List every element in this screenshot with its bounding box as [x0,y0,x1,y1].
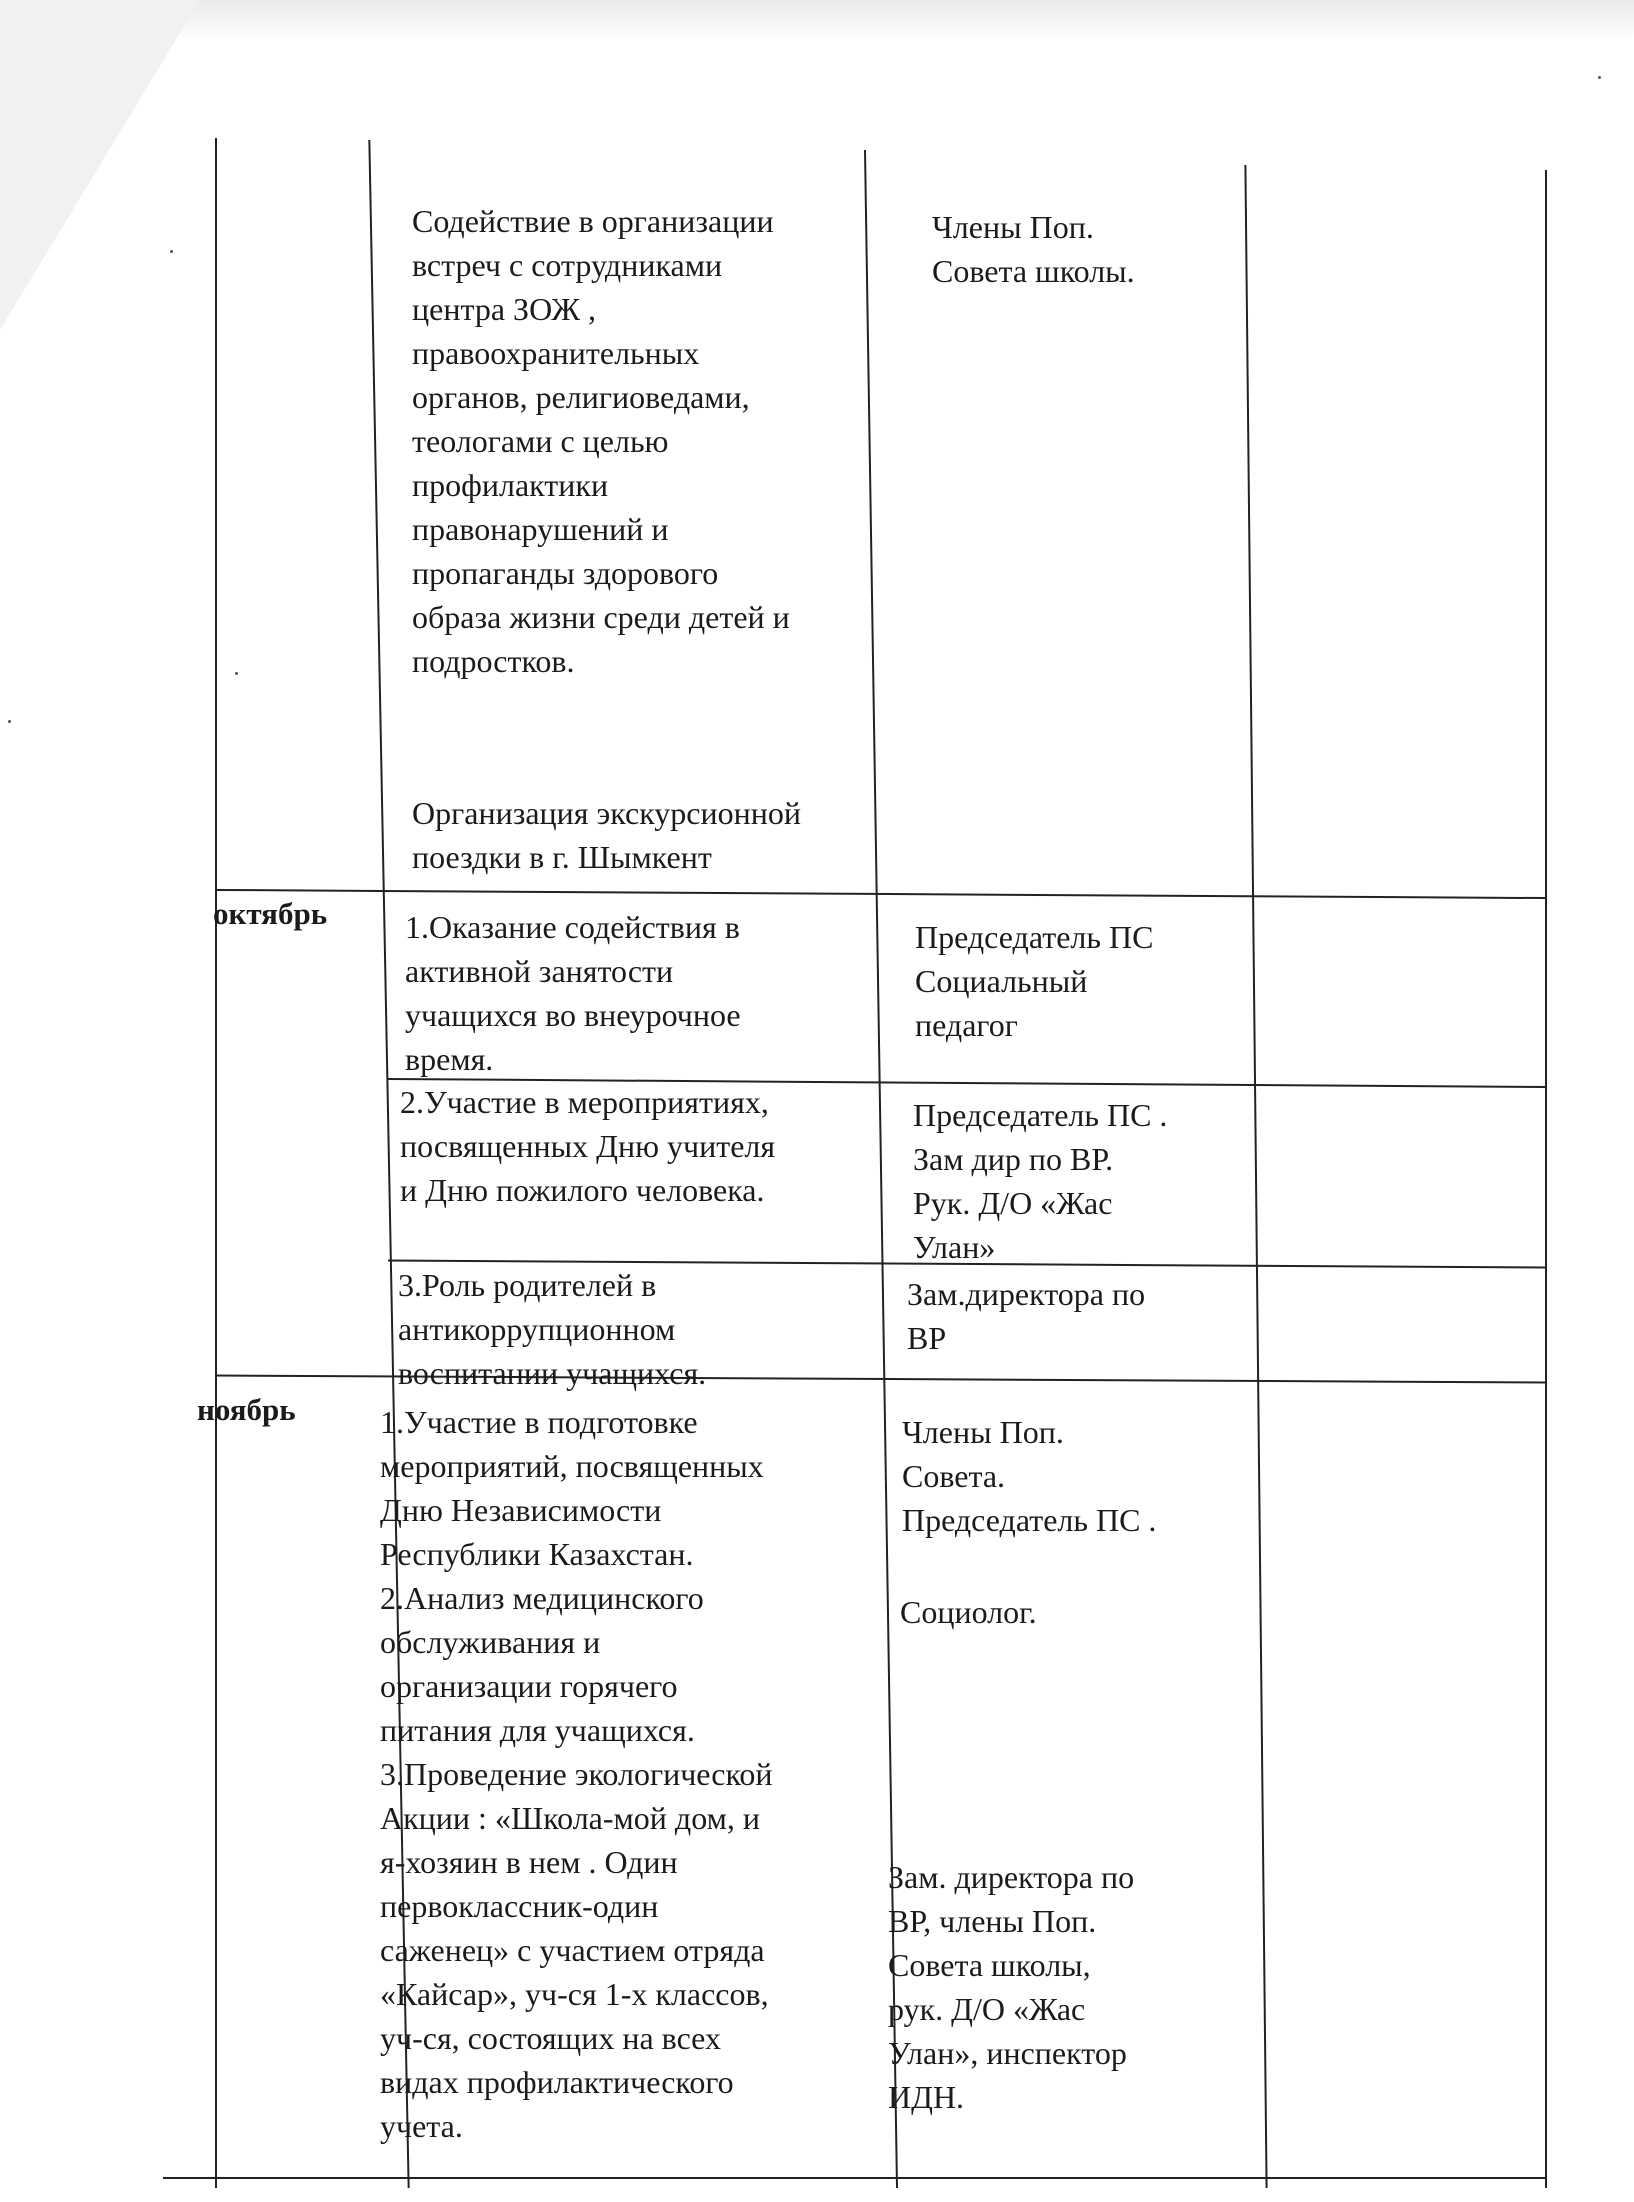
responsible-october-1: Председатель ПС Социальный педагог [915,919,1154,1043]
table-border-bottom [163,2177,1547,2179]
activity-november: 1.Участие в подготовке мероприятий, посвященных Дню Независимости Республики Казахстан. 2.Анализ медицинского обслуживания и организации горячего питания для учащихся. 3.Проведение экологической Акции : «Школа-мой дом, и я-хозяин в нем . Один первоклассник-один саженец» с участием отряда «Кайсар», уч-ся 1-х классов, уч-ся, состоящих на всех видах профилактического учета. [380,1404,773,2144]
responsible-november-2: Социолог. [900,1594,1037,1630]
scan-speck [1598,76,1601,79]
activity-october-1: 1.Оказание содействия в активной занятости учащихся во внеурочное время. [405,909,741,1077]
responsible-october-3: Зам.директора по ВР [907,1276,1146,1356]
activity-excursion: Организация экскурсионной поездки в г. Шымкент [412,795,801,875]
table-border-right [1545,170,1547,2188]
activity-zozh-meetings: Содействие в организации встреч с сотрудниками центра ЗОЖ , правоохранительных органов, религиоведами, теологами с целью профилактики правонарушений и пропаганды здорового образа жизни среди детей и подростков. [412,203,790,679]
scan-speck [8,720,11,723]
month-label-november: ноябрь [197,1392,296,1427]
activity-october-2: 2.Участие в мероприятиях, посвященных Дню учителя и Дню пожилого человека. [400,1084,776,1208]
activity-cell-continued [412,155,882,923]
scan-speck [235,672,238,675]
table-border-left [215,138,217,2188]
activity-october-3: 3.Роль родителей в антикоррупционном воспитании учащихся. [398,1267,707,1391]
responsible-november-3: Зам. директора по ВР, члены Поп. Совета школы, рук. Д/О «Жас Улан», инспектор ИДН. [888,1859,1135,2115]
responsible-cell-continued: Члены Поп. Совета школы. [932,209,1135,289]
responsible-november-1: Члены Поп. Совета. Председатель ПС . [902,1414,1157,1538]
scan-speck [170,250,173,253]
responsible-october-2: Председатель ПС . Зам дир по ВР. Рук. Д/О «Жас Улан» [913,1097,1168,1265]
month-label-october: октябрь [213,896,328,931]
